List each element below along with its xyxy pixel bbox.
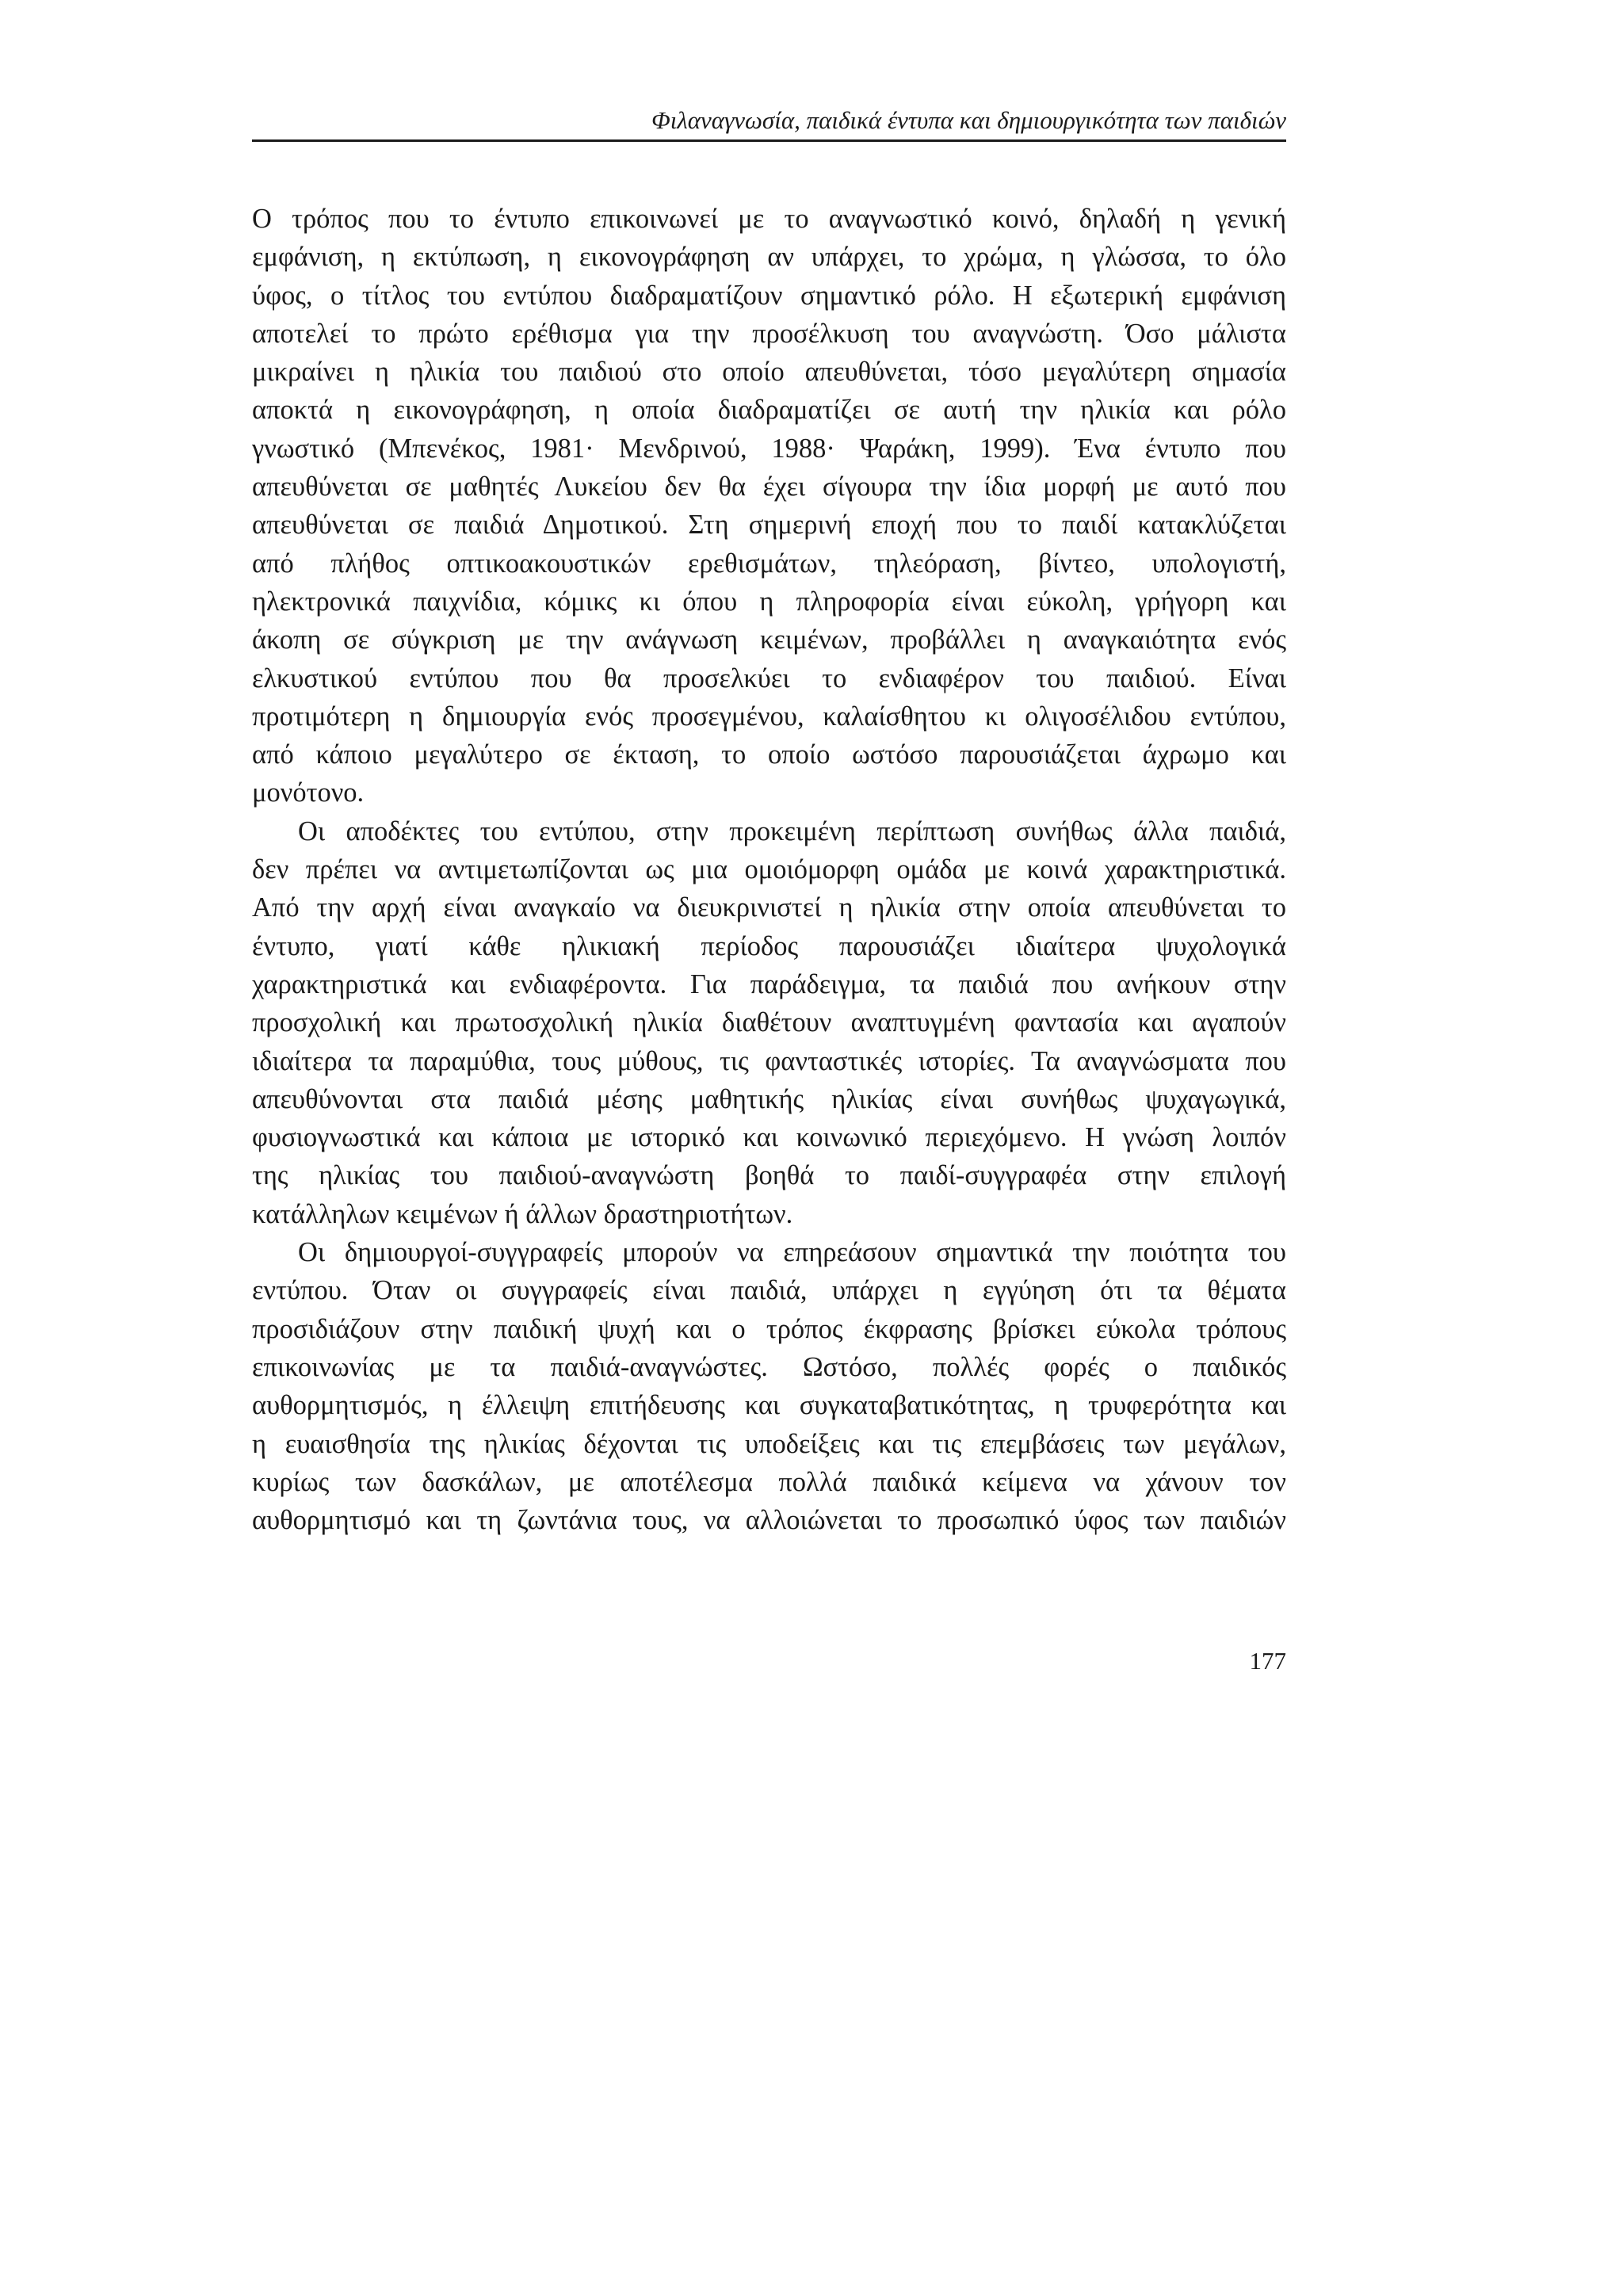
text-line: μικραίνει η ηλικία του παιδιού στο οποίο απευθύνεται, τόσο μεγαλύτερη σημασία — [252, 357, 1286, 388]
text-line: της ηλικίας του παιδιού-αναγνώστη βοηθά το παιδί-συγγραφέα στην επιλογή — [252, 1160, 1286, 1191]
text-line: αυθορμητισμό και τη ζωντάνια τους, να αλλοιώνεται το προσωπικό ύφος των παιδιών — [252, 1505, 1286, 1536]
text-line: φυσιογνωστικά και κάποια με ιστορικό και κοινωνικό περιεχόμενο. Η γνώση λοιπόν — [252, 1122, 1286, 1153]
text-line: ύφος, ο τίτλος του εντύπου διαδραματίζουν σημαντικό ρόλο. Η εξωτερική εμφάνιση — [252, 280, 1286, 311]
text-line: άκοπη σε σύγκριση με την ανάγνωση κειμένων, προβάλλει η αναγκαιότητα ενός — [252, 625, 1286, 655]
text-line: αποκτά η εικονογράφηση, η οποία διαδραματίζει σε αυτή την ηλικία και ρόλο — [252, 395, 1286, 426]
running-header: Φιλαναγνωσία, παιδικά έντυπα και δημιουργικότητα των παιδιών — [651, 106, 1286, 134]
text-line: ιδιαίτερα τα παραμύθια, τους μύθους, τις φανταστικές ιστορίες. Τα αναγνώσματα που — [252, 1045, 1286, 1076]
text-line: εντύπου. Όταν οι συγγραφείς είναι παιδιά, υπάρχει η εγγύηση ότι τα θέματα — [252, 1275, 1286, 1306]
text-line: έντυπο, γιατί κάθε ηλικιακή περίοδος παρουσιάζει ιδιαίτερα ψυχολογικά — [252, 930, 1286, 961]
text-line: ελκυστικού εντύπου που θα προσελκύει το ενδιαφέρον του παιδιού. Είναι — [252, 663, 1286, 693]
text-line: Ο τρόπος που το έντυπο επικοινωνεί με το αναγνωστικό κοινό, δηλαδή η γενική — [252, 204, 1286, 234]
text-line: η ευαισθησία της ηλικίας δέχονται τις υποδείξεις και τις επεμβάσεις των μεγάλων, — [252, 1428, 1286, 1459]
text-line: αποτελεί το πρώτο ερέθισμα για την προσέλκυση του αναγνώστη. Όσο μάλιστα — [252, 318, 1286, 349]
text-line: προτιμότερη η δημιουργία ενός προσεγμένου, καλαίσθητου κι ολιγοσέλιδου εντύπου, — [252, 701, 1286, 732]
paragraph — [252, 812, 1286, 1233]
text-line: από πλήθος οπτικοακουστικών ερεθισμάτων, τηλεόραση, βίντεο, υπολογιστή, — [252, 548, 1286, 579]
text-line: Οι αποδέκτες του εντύπου, στην προκειμένη περίπτωση συνήθως άλλα παιδιά, — [298, 816, 1286, 846]
body-text — [252, 200, 1286, 1539]
header-rule — [252, 139, 1286, 142]
text-line: από κάποιο μεγαλύτερο σε έκταση, το οποίο ωστόσο παρουσιάζεται άχρωμο και — [252, 739, 1286, 770]
text-line: προσιδιάζουν στην παιδική ψυχή και ο τρόπος έκφρασης βρίσκει εύκολα τρόπους — [252, 1313, 1286, 1344]
text-line: χαρακτηριστικά και ενδιαφέροντα. Για παράδειγμα, τα παιδιά που ανήκουν στην — [252, 968, 1286, 999]
text-line: απευθύνεται σε παιδιά Δημοτικού. Στη σημερινή εποχή που το παιδί κατακλύζεται — [252, 510, 1286, 541]
text-line: Από την αρχή είναι αναγκαίο να διευκρινιστεί η ηλικία στην οποία απευθύνεται το — [252, 892, 1286, 923]
text-line: επικοινωνίας με τα παιδιά-αναγνώστες. Ωστόσο, πολλές φορές ο παιδικός — [252, 1351, 1286, 1382]
text-line: δεν πρέπει να αντιμετωπίζονται ως μια ομοιόμορφη ομάδα με κοινά χαρακτηριστικά. — [252, 854, 1286, 885]
paragraph — [252, 1233, 1286, 1539]
text-line: κατάλληλων κειμένων ή άλλων δραστηριοτήτων. — [252, 1198, 793, 1229]
text-line: γνωστικό (Μπενέκος, 1981· Μενδρινού, 1988· Ψαράκη, 1999). Ένα έντυπο που — [252, 433, 1286, 464]
page-number: 177 — [1249, 1647, 1286, 1675]
text-line: αυθορμητισμός, η έλλειψη επιτήδευσης και συγκαταβατικότητας, η τρυφερότητα και — [252, 1390, 1286, 1421]
paragraph — [252, 200, 1286, 812]
text-line: κυρίως των δασκάλων, με αποτέλεσμα πολλά παιδικά κείμενα να χάνουν τον — [252, 1466, 1286, 1497]
text-line: απευθύνονται στα παιδιά μέσης μαθητικής ηλικίας είναι συνήθως ψυχαγωγικά, — [252, 1083, 1286, 1114]
text-line: εμφάνιση, η εκτύπωση, η εικονογράφηση αν υπάρχει, το χρώμα, η γλώσσα, το όλο — [252, 242, 1286, 273]
text-line: προσχολική και πρωτοσχολική ηλικία διαθέτουν αναπτυγμένη φαντασία και αγαπούν — [252, 1007, 1286, 1038]
text-line: Οι δημιουργοί-συγγραφείς μπορούν να επηρεάσουν σημαντικά την ποιότητα του — [298, 1237, 1286, 1268]
text-line: απευθύνεται σε μαθητές Λυκείου δεν θα έχει σίγουρα την ίδια μορφή με αυτό που — [252, 472, 1286, 502]
text-line: ηλεκτρονικά παιχνίδια, κόμικς κι όπου η πληροφορία είναι εύκολη, γρήγορη και — [252, 586, 1286, 617]
text-line: μονότονο. — [252, 777, 365, 808]
